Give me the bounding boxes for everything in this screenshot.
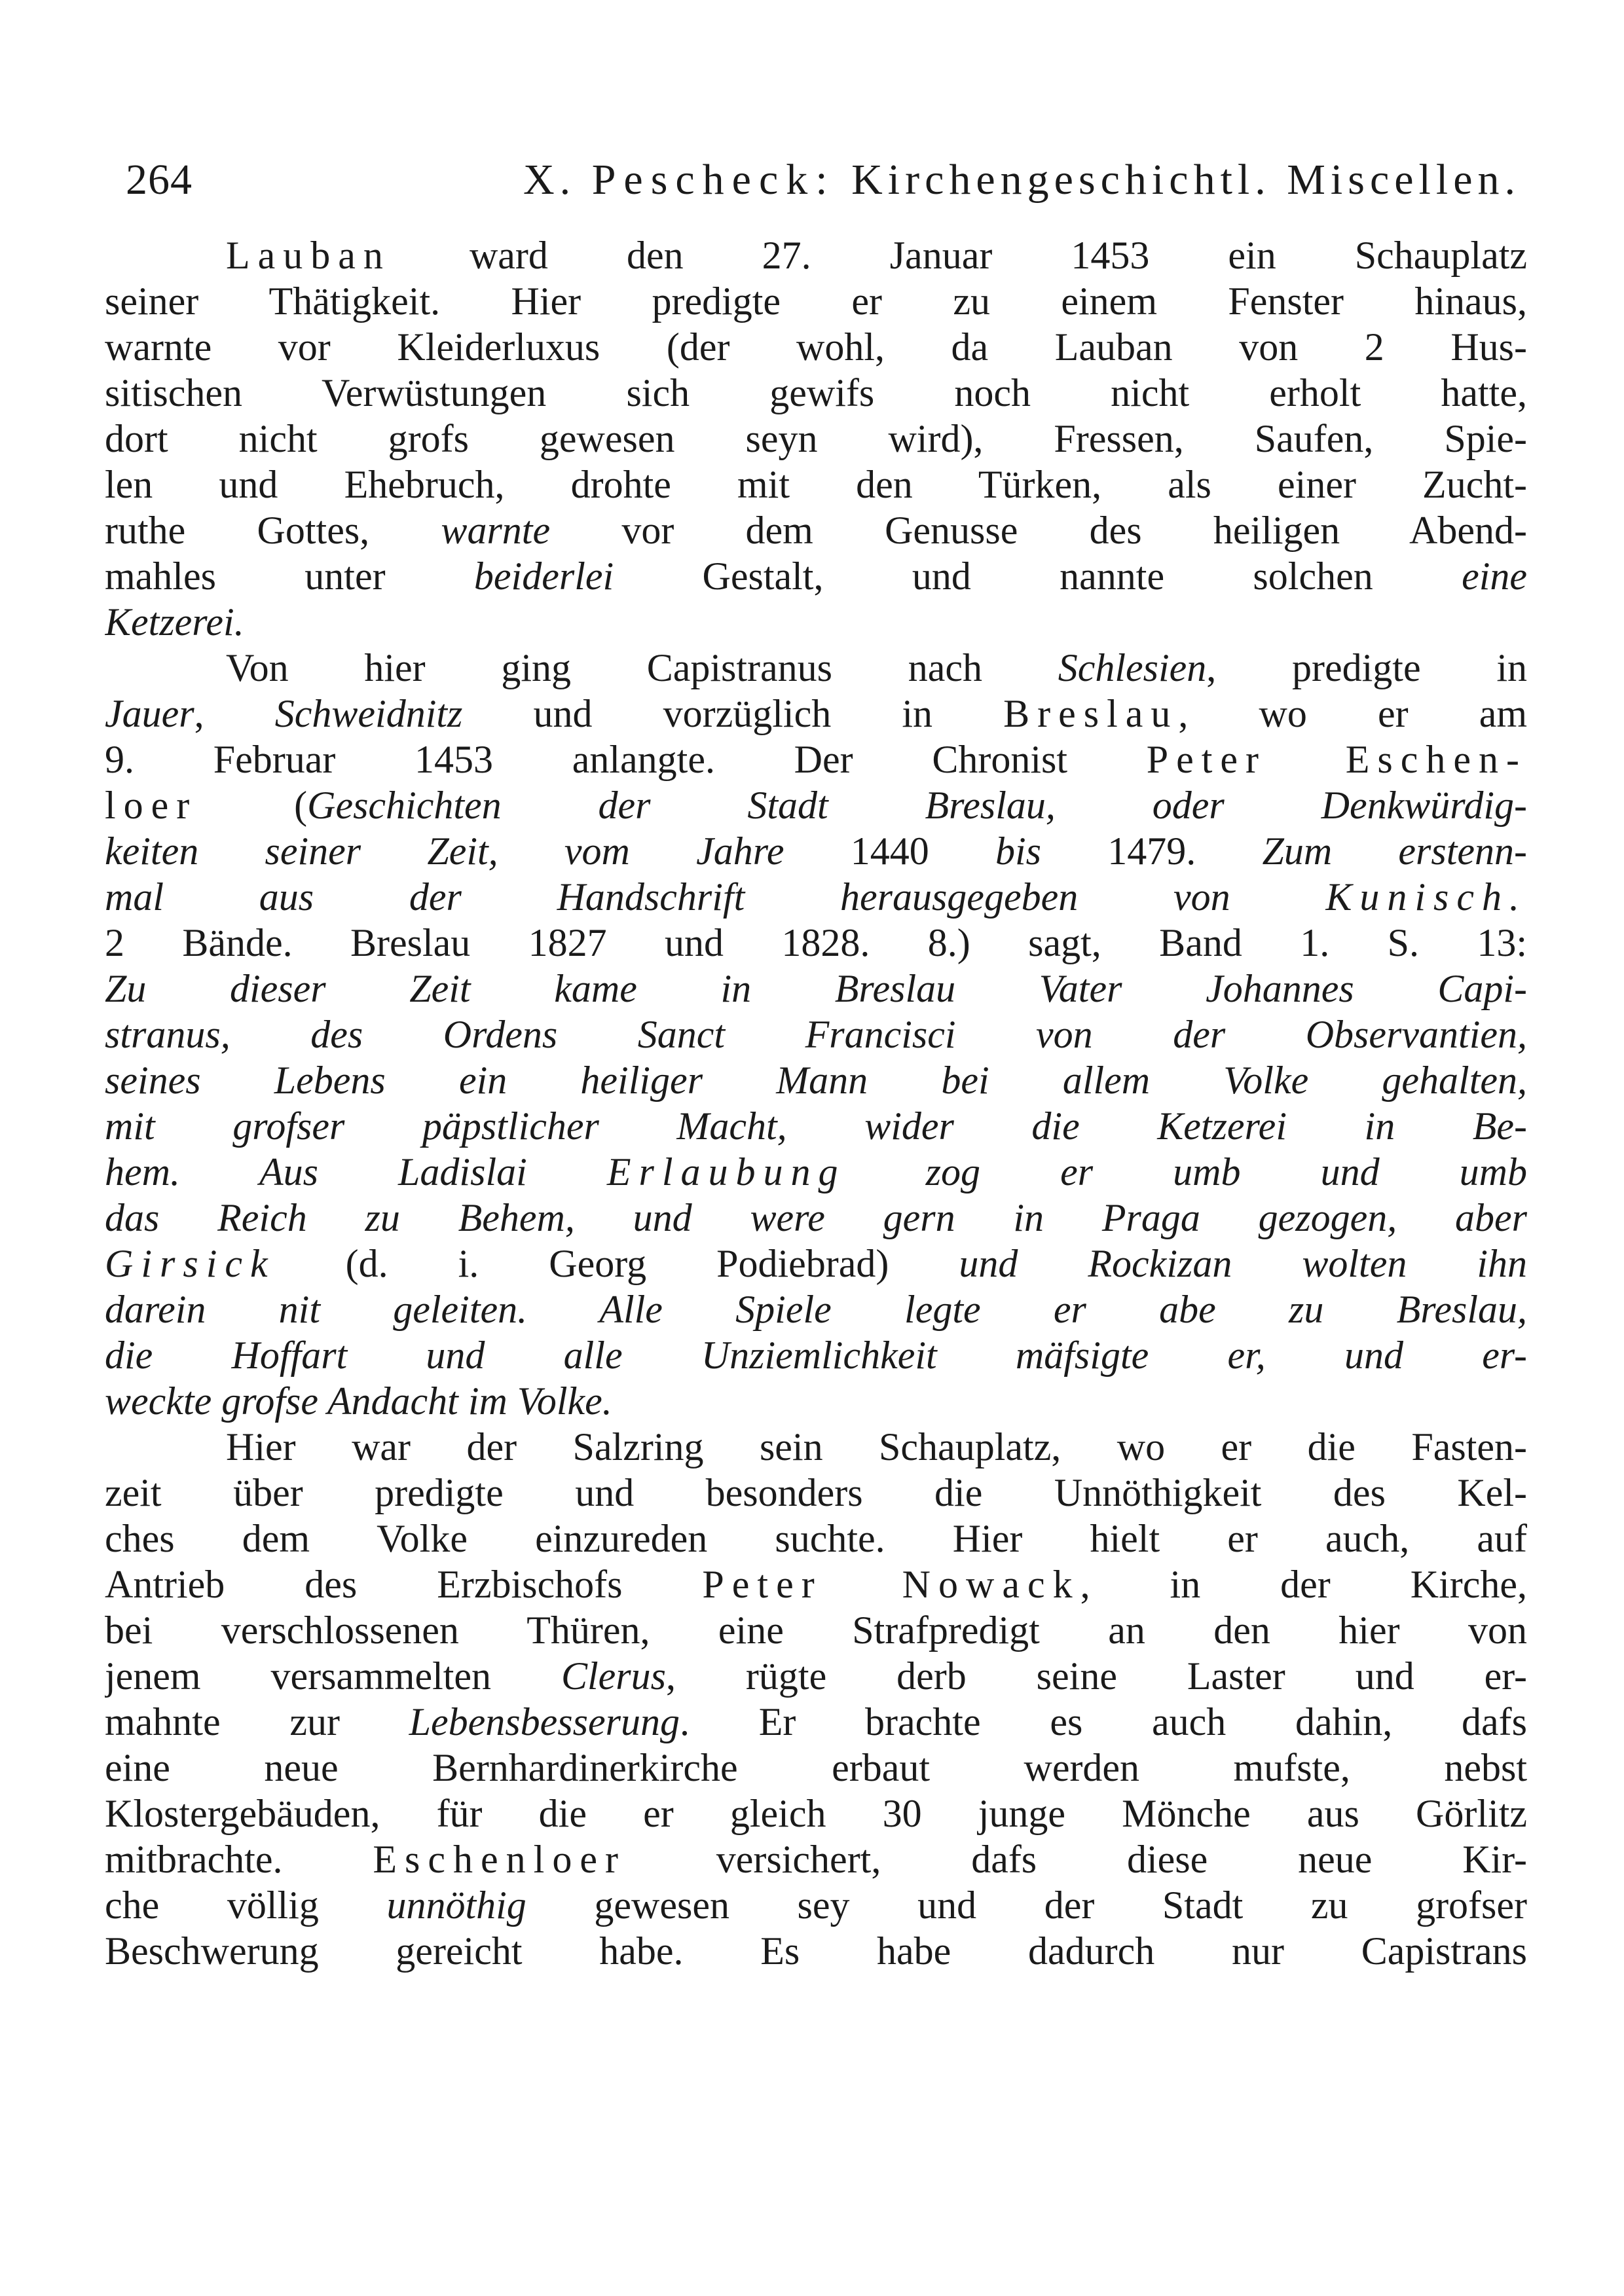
text-segment: mitbrachte. — [105, 1838, 373, 1881]
text-line — [105, 966, 1527, 1011]
text-line — [105, 1195, 1527, 1241]
text-line — [105, 1241, 1527, 1286]
author-name: Pescheck: — [591, 156, 836, 204]
text-segment: , — [194, 692, 275, 735]
text-line — [105, 416, 1527, 462]
text-segment: warnte — [441, 509, 551, 552]
text-segment: (d. i. Georg Podiebrad) — [275, 1242, 959, 1285]
text-line — [105, 1791, 1527, 1836]
text-segment — [1266, 738, 1346, 781]
text-line — [105, 1424, 1527, 1470]
text-segment: Beschwerung gereicht habe. Es habe dadurch nur Capistrans — [105, 1929, 1527, 1973]
text-line — [105, 1332, 1527, 1378]
text-segment: che völlig — [105, 1884, 387, 1927]
text-segment: darein nit geleiten. Alle Spiele legte er abe zu Breslau, — [105, 1288, 1527, 1331]
text-segment: Lauban — [226, 234, 391, 277]
text-segment: mahnte zur — [105, 1700, 409, 1743]
text-segment: Erlaubung — [606, 1150, 846, 1194]
text-segment — [822, 1563, 902, 1606]
text-segment: Girsick — [105, 1242, 276, 1285]
text-line — [105, 1011, 1527, 1057]
text-segment: , predigte in — [1206, 646, 1527, 689]
text-segment: Eschen- — [1345, 738, 1527, 781]
text-line — [105, 370, 1527, 416]
text-line — [105, 737, 1527, 782]
text-segment: , rügte derb seine Laster und er- — [666, 1654, 1527, 1698]
text-segment: mahles unter — [105, 555, 474, 598]
text-segment: versichert, dafs diese neue Kir- — [625, 1838, 1527, 1881]
text-line — [105, 462, 1527, 507]
text-segment: ruthe Gottes, — [105, 509, 441, 552]
text-segment: Lebensbesserung — [409, 1700, 680, 1743]
text-segment: hem. Aus Ladislai — [105, 1150, 607, 1194]
running-title — [523, 151, 1521, 210]
text-segment: Zu dieser Zeit kame in Breslau Vater Johannes Capi- — [105, 967, 1527, 1010]
text-segment: warnte vor Kleiderluxus (der wohl, da Lauban von 2 Hus- — [105, 325, 1527, 369]
text-segment: zeit über predigte und besonders die Unnöthigkeit des Kel- — [105, 1471, 1527, 1514]
text-line — [105, 874, 1527, 920]
text-line — [105, 599, 1527, 645]
text-segment: Geschichten der Stadt Breslau, oder Denkwürdig- — [307, 784, 1527, 827]
text-segment: Antrieb des Erzbischofs — [105, 1563, 703, 1606]
text-segment: Von hier ging Capistranus nach — [226, 646, 1058, 689]
text-line — [105, 553, 1527, 599]
text-segment: beiderlei — [473, 555, 614, 598]
text-segment: bei verschlossenen Thüren, eine Strafpredigt an den hier von — [105, 1609, 1527, 1652]
text-segment: mal aus der Handschrift herausgegeben von — [105, 875, 1326, 919]
text-line — [105, 1057, 1527, 1103]
text-segment: , in der Kirche, — [1080, 1563, 1527, 1606]
text-segment: eine neue Bernhardinerkirche erbaut werden mufste, nebst — [105, 1746, 1527, 1789]
text-segment: . Er brachte es auch dahin, dafs — [679, 1700, 1527, 1743]
text-segment: Ketzerei. — [105, 600, 244, 644]
text-segment: seines Lebens ein heiliger Mann bei allem Volke gehalten, — [105, 1059, 1527, 1102]
text-line — [105, 920, 1527, 966]
text-segment: Klostergebäuden, für die er gleich 30 junge Mönche aus Görlitz — [105, 1792, 1527, 1835]
text-line — [105, 1928, 1527, 1974]
text-line — [105, 645, 1527, 691]
text-segment: die Hoffart und alle Unziemlichkeit mäfsigte er, und er- — [105, 1334, 1527, 1377]
text-line — [105, 278, 1527, 324]
text-segment: mit grofser päpstlicher Macht, wider die Ketzerei in Be- — [105, 1104, 1527, 1148]
text-segment: und vorzüglich in — [462, 692, 1004, 735]
text-line — [105, 1286, 1527, 1332]
text-line — [105, 1836, 1527, 1882]
text-segment: 1440 — [784, 829, 995, 873]
text-line — [105, 1699, 1527, 1745]
text-line — [105, 1745, 1527, 1791]
text-segment: loer — [105, 784, 198, 827]
text-segment: weckte grofse Andacht im Volke. — [105, 1379, 612, 1423]
text-segment: Nowack — [902, 1563, 1080, 1606]
text-segment: Eschenloer — [373, 1838, 626, 1881]
text-line — [105, 324, 1527, 370]
text-segment: 9. Februar 1453 anlangte. Der Chronist — [105, 738, 1147, 781]
text-segment: und Rockizan wolten ihn — [959, 1242, 1527, 1285]
text-segment: Jauer — [105, 692, 194, 735]
text-line — [105, 507, 1527, 553]
text-segment: ward den 27. Januar 1453 ein Schauplatz — [390, 234, 1527, 277]
text-segment: unnöthig — [386, 1884, 526, 1927]
text-segment: vor dem Genusse des heiligen Abend- — [550, 509, 1527, 552]
text-line — [105, 1882, 1527, 1928]
text-segment: zog er umb und umb — [845, 1150, 1527, 1194]
text-segment: eine — [1462, 555, 1527, 598]
text-segment: stranus, des Ordens Sanct Francisci von der Observantien, — [105, 1013, 1527, 1056]
text-line — [105, 1516, 1527, 1561]
title-text: Kirchengeschichtl. Miscellen. — [851, 156, 1521, 204]
text-line — [105, 1607, 1527, 1653]
text-line — [105, 782, 1527, 828]
text-segment: Kunisch. — [1325, 875, 1527, 919]
text-segment: Hier war der Salzring sein Schauplatz, wo er die Fasten- — [226, 1425, 1527, 1468]
text-line — [105, 691, 1527, 737]
text-segment: Gestalt, und nannte solchen — [614, 555, 1462, 598]
running-header — [126, 151, 1521, 210]
chapter-number: X. — [523, 156, 576, 204]
text-line — [105, 1378, 1527, 1424]
text-segment: jenem versammelten — [105, 1654, 561, 1698]
text-segment: 2 Bände. Breslau 1827 und 1828. 8.) sagt, Band 1. S. 13: — [105, 921, 1527, 964]
text-segment: Peter — [1146, 738, 1267, 781]
text-line — [105, 1653, 1527, 1699]
text-segment: Peter — [702, 1563, 822, 1606]
text-segment: 1479. — [1041, 829, 1263, 873]
text-segment: len und Ehebruch, drohte mit den Türken, als einer Zucht- — [105, 463, 1527, 506]
text-segment: ( — [197, 784, 308, 827]
text-segment: sitischen Verwüstungen sich gewifs noch nicht erholt hatte, — [105, 371, 1527, 414]
text-segment: dort nicht grofs gewesen seyn wird), Fressen, Saufen, Spie- — [105, 417, 1527, 460]
text-line — [105, 232, 1527, 278]
text-segment: bis — [995, 829, 1041, 873]
text-segment: Zum erstenn- — [1262, 829, 1527, 873]
body-text — [105, 232, 1527, 1974]
text-line — [105, 1103, 1527, 1149]
text-segment: , wo er am — [1178, 692, 1527, 735]
text-segment: seiner Thätigkeit. Hier predigte er zu einem Fenster hinaus, — [105, 280, 1527, 323]
text-segment: Breslau — [1003, 692, 1179, 735]
page-number: 264 — [126, 156, 193, 204]
text-segment: das Reich zu Behem, und were gern in Praga gezogen, aber — [105, 1196, 1527, 1239]
text-segment: Schweidnitz — [274, 692, 463, 735]
text-line — [105, 1149, 1527, 1195]
text-segment: gewesen sey und der Stadt zu grofser — [526, 1884, 1527, 1927]
text-segment: keiten seiner Zeit, vom Jahre — [105, 829, 784, 873]
text-line — [105, 1561, 1527, 1607]
text-segment: Clerus — [561, 1654, 667, 1698]
text-segment: Schlesien — [1058, 646, 1207, 689]
text-segment: ches dem Volke einzureden suchte. Hier hielt er auch, auf — [105, 1517, 1527, 1560]
text-line — [105, 1470, 1527, 1516]
text-line — [105, 828, 1527, 874]
